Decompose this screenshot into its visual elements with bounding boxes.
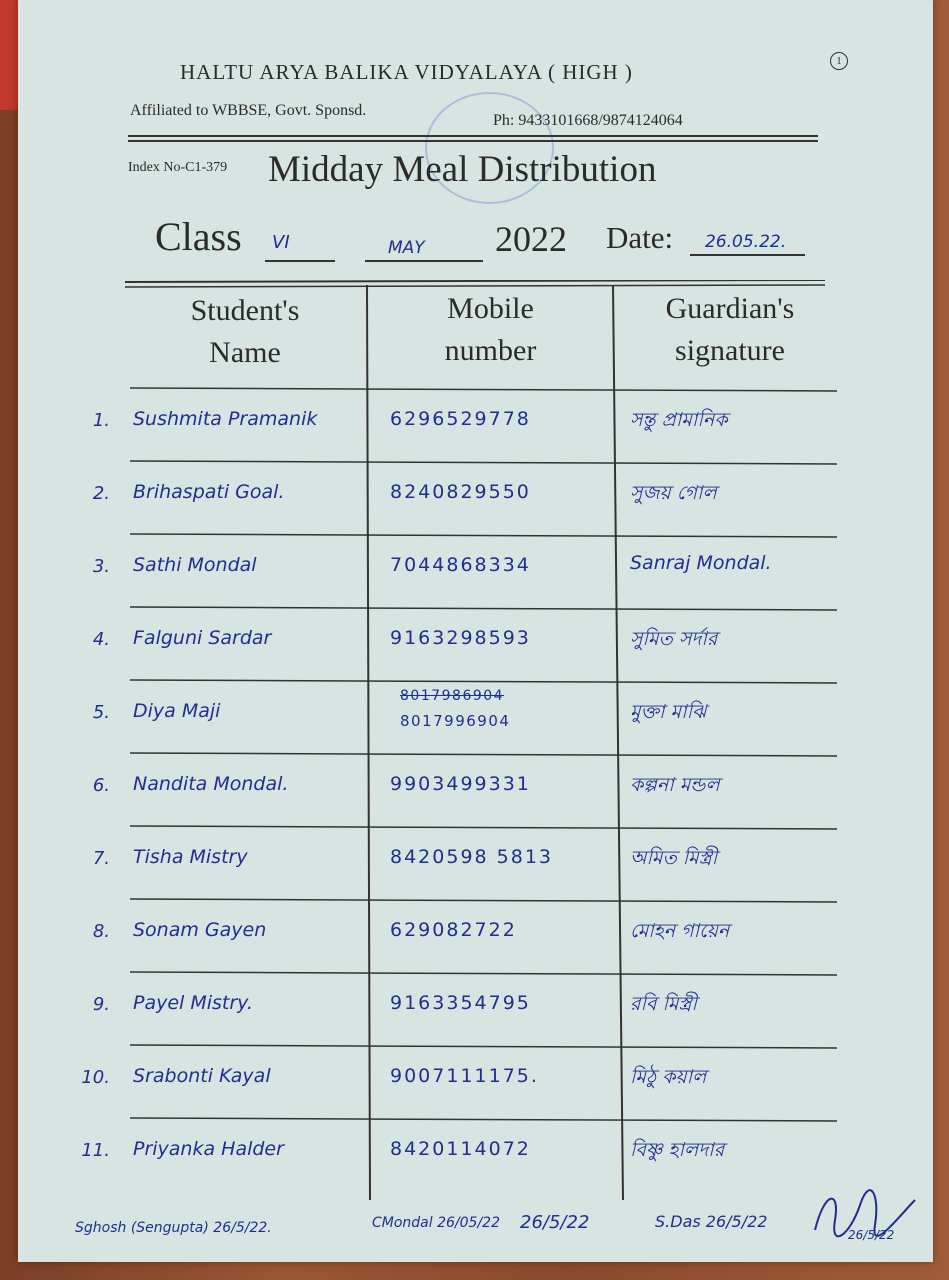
guardian-signature: কল্পনা মন্ডল [630, 774, 720, 796]
date-value: 26.05.22. [705, 232, 787, 252]
form-title: Midday Meal Distribution [268, 149, 657, 190]
mobile-number: 7044868334 [390, 554, 531, 576]
student-name: Sushmita Pramanik [133, 408, 318, 430]
student-name: Falguni Sardar [133, 627, 272, 649]
guardian-signature: রবি মিস্ত্রী [630, 993, 697, 1015]
mobile-number: 6296529778 [390, 408, 531, 430]
class-blank-line [265, 260, 335, 262]
footer-signature-3: 26/5/22 [520, 1212, 590, 1233]
month-blank-line [365, 260, 483, 262]
row-number: 5. [92, 702, 110, 723]
date-blank-line [690, 254, 805, 256]
table-row [65, 972, 865, 1042]
guardian-signature: বিষ্ণু হালদার [630, 1139, 725, 1161]
row-number: 1. [92, 410, 110, 431]
mobile-number: 8420598 5813 [390, 846, 554, 868]
guardian-signature: সন্তু প্রামানিক [630, 409, 728, 431]
mobile-number: 9903499331 [390, 773, 531, 795]
phone-number: Ph: 9433101668/9874124064 [493, 112, 683, 129]
table-row [65, 753, 865, 823]
footer-signature-1: Sghosh (Sengupta) 26/5/22. [75, 1220, 272, 1236]
row-number: 9. [92, 994, 110, 1015]
row-number: 2. [92, 483, 110, 504]
page-number: 1 [830, 52, 848, 70]
guardian-signature: সুমিত সর্দার [630, 628, 718, 650]
row-number: 6. [92, 775, 110, 796]
student-name: Diya Maji [133, 700, 221, 722]
mobile-number-struck: 8017986904 [400, 688, 505, 704]
student-name: Priyanka Halder [133, 1138, 284, 1160]
mobile-number: 629082722 [390, 919, 517, 941]
header-rule-top [128, 135, 818, 137]
table-row [65, 534, 865, 604]
table-row [65, 461, 865, 531]
row-number: 4. [92, 629, 110, 650]
mobile-number: 8017996904 [400, 712, 511, 730]
row-number: 11. [81, 1140, 110, 1161]
date-label: Date: [606, 220, 674, 255]
guardian-signature: মোহন গায়েন [630, 920, 730, 942]
table-row [65, 607, 865, 677]
header-guardian-signature: Guardian's signature [665, 292, 795, 367]
guardian-signature: মুক্তা মাঝি [630, 701, 707, 723]
affiliation-text: Affiliated to WBBSE, Govt. Sponsd. [130, 102, 367, 119]
table-row [65, 680, 865, 750]
mobile-number: 8420114072 [390, 1138, 531, 1160]
student-name: Nandita Mondal. [133, 773, 289, 795]
mobile-number: 8240829550 [390, 481, 531, 503]
class-label: Class [155, 214, 242, 259]
student-name: Sonam Gayen [133, 919, 267, 941]
student-name: Brihaspati Goal. [133, 481, 285, 503]
guardian-signature: সুজয় গোল [630, 482, 717, 504]
month-value: MAY [388, 238, 425, 258]
index-number: Index No-C1-379 [128, 160, 228, 175]
table-row [65, 388, 865, 458]
year: 2022 [495, 219, 567, 259]
row-number: 7. [92, 848, 110, 869]
mobile-number: 9007111175. [390, 1065, 539, 1087]
school-name: HALTU ARYA BALIKA VIDYALAYA ( HIGH ) [180, 60, 633, 84]
row-number: 8. [92, 921, 110, 942]
header-rule-bottom [128, 140, 818, 142]
table-row [65, 899, 865, 969]
student-name: Payel Mistry. [133, 992, 253, 1014]
mobile-number: 9163298593 [390, 627, 531, 649]
table-row [65, 826, 865, 896]
footer-signature-5-date: 26/5/22 [848, 1228, 895, 1242]
row-number: 3. [92, 556, 110, 577]
guardian-signature: মিঠু কয়াল [630, 1066, 707, 1088]
guardian-signature: অমিত মিস্ত্রী [630, 847, 718, 869]
student-name: Sathi Mondal [133, 554, 257, 576]
student-name: Srabonti Kayal [133, 1065, 271, 1087]
header-mobile-number: Mobile number [444, 292, 537, 367]
footer-signature-2: CMondal 26/05/22 [372, 1215, 500, 1231]
guardian-signature: Sanraj Mondal. [630, 552, 772, 574]
footer-signature-4: S.Das 26/5/22 [655, 1212, 768, 1231]
row-number: 10. [81, 1067, 110, 1088]
mobile-number: 9163354795 [390, 992, 531, 1014]
class-value: VI [272, 232, 290, 253]
header-student-name: Student's Name [190, 294, 300, 369]
table-row [65, 1118, 865, 1188]
distribution-table [81, 280, 845, 1200]
student-name: Tisha Mistry [133, 846, 248, 868]
table-row [65, 1045, 865, 1115]
